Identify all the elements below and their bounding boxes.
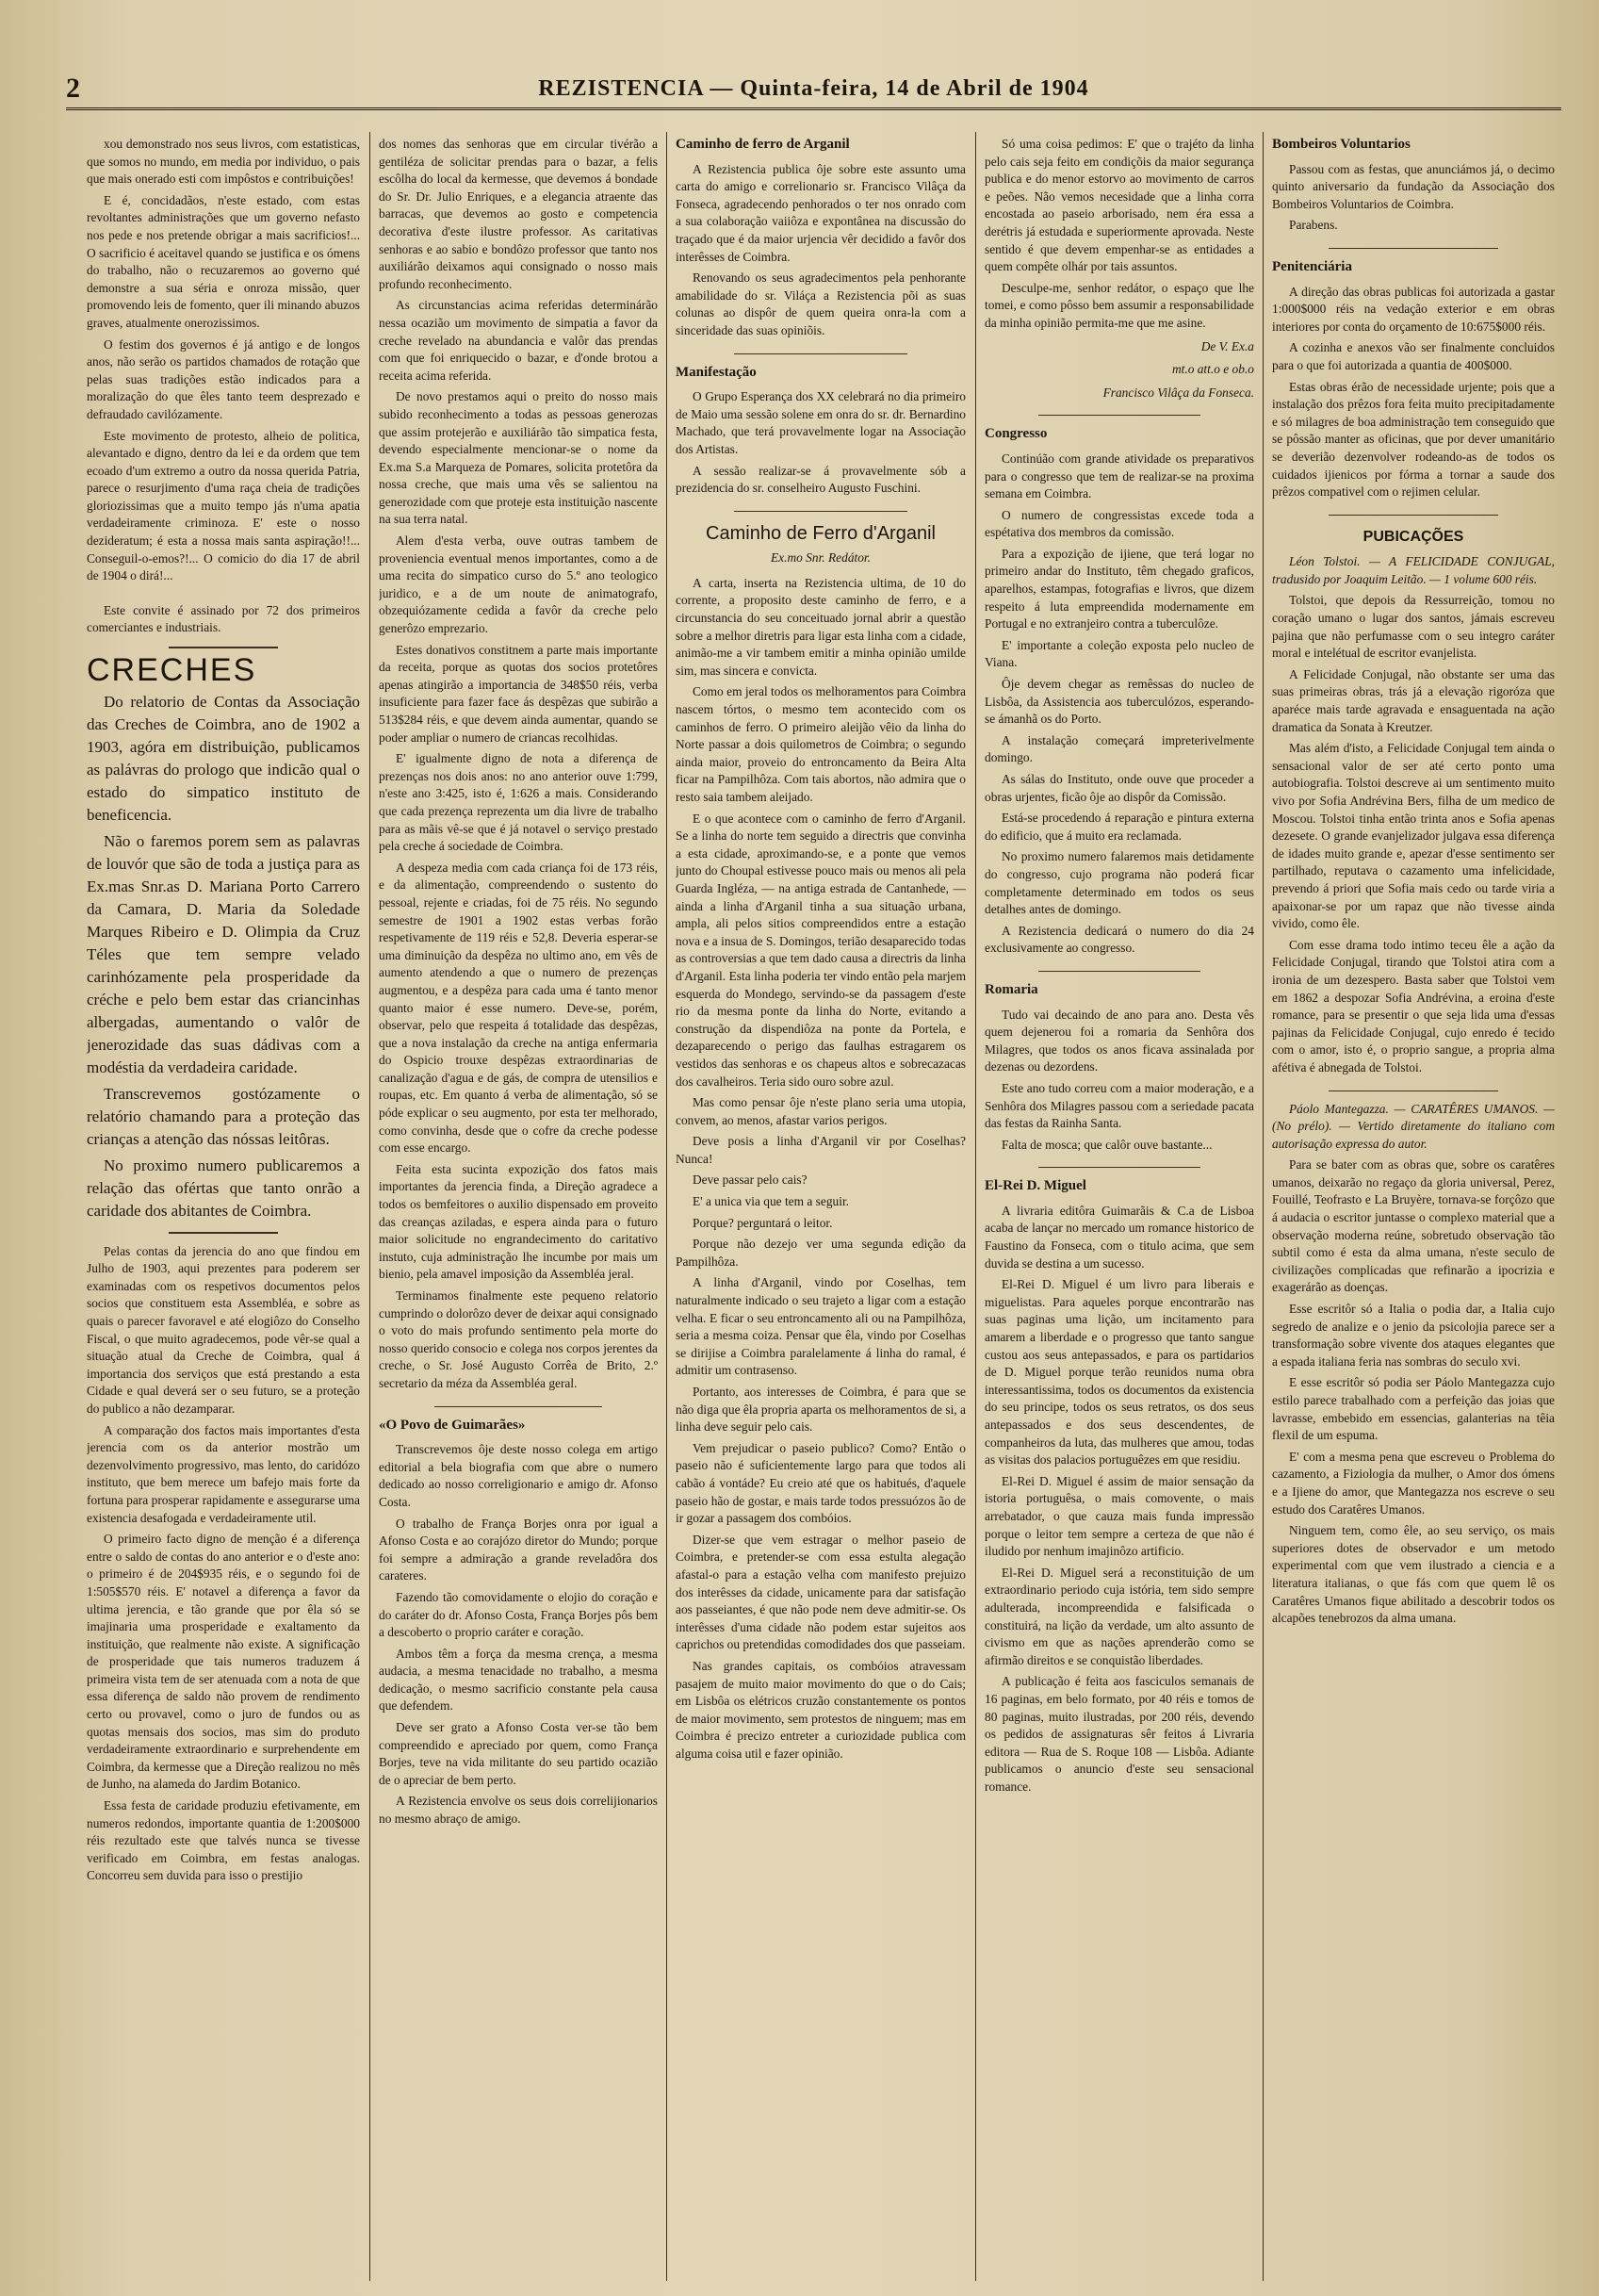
column-rule (975, 132, 976, 2281)
article-paragraph: De novo prestamos aqui o preito do nosso mais subido reconhecimento a todas as pessoas generozas que assim protejerão e auxiliárão tão simpatica festa, devendo especialmente mencionar-se o nome da Ex.ma S.a Marqueza de Pomares, solicita protetôra da nossa creche, que mais uma vês se salientou na generozidade com que proteje esta instituição nascente na sua terra natal. (379, 389, 658, 527)
divider (1038, 415, 1200, 416)
section-title-povo: «O Povo de Guimarães» (379, 1417, 526, 1433)
article-paragraph: A carta, inserta na Rezistencia ultima, de 10 do corrente, a proposito deste caminho de ferro, e a circunstancia do seu conceituado jornal abrir a questão sobre a melhor diretris para ligar esta linha com a cidade, animão-me a vir tambem emitir a minha opinião umilde sim, mas sincera e convicta. (676, 575, 966, 678)
article-paragraph: Portanto, aos interesses de Coimbra, é para que se não diga que êla propria aparta os melhoramentos de si, a linha deve seguir pelo cais. (676, 1385, 966, 1435)
column-1 (87, 136, 360, 2275)
divider (1329, 515, 1498, 516)
section-title-miguel: El-Rei D. Miguel (985, 1178, 1086, 1194)
article-paragraph: A cozinha e anexos vão ser finalmente concluidos para o que foi autorizada a quantia de 400$000. (1272, 340, 1555, 372)
article-paragraph: Tolstoi, que depois da Ressurreição, tomou no coração umano o lugar dos santos, jámais escreveu pajina que não perfumasse com o seu integro caráter moral e intelétual de escritor evanjelista. (1272, 593, 1555, 661)
signature-name: Francisco Vilâça da Fonseca. (1102, 385, 1254, 400)
publication-heading: Páolo Mantegazza. — CARATÊRES UMANOS. — (No prélo). — Vertido diretamente do italiano com autorisação expressa do autor. (1272, 1101, 1555, 1151)
article-paragraph: Porque? perguntará o leitor. (693, 1215, 833, 1230)
article-paragraph: Continúão com grande atividade os preparativos para o congresso que tem de realizar-se na proxima semana em Coimbra. (985, 451, 1254, 501)
section-title-manifestacao: Manifestação (676, 364, 757, 380)
article-paragraph: Transcrevemos ôje deste nosso colega em artigo editorial a bela biografia com que abre o numero dedicado ao nosso correligionario e amigo dr. Afonso Costa. (379, 1442, 658, 1509)
article-paragraph: Deve passar pelo cais? (693, 1173, 808, 1188)
column-2 (379, 136, 658, 2275)
section-title-publicacoes: PUBICAÇÕES (1362, 528, 1464, 545)
article-paragraph: Este ano tudo correu com a maior moderação, e a Senhôra dos Milagres passou com a seriedade pacata das festas da Rainha Santa. (985, 1080, 1254, 1131)
article-paragraph: E' igualmente digno de nota a diferença de prezenças nos dois anos: no ano anterior ouve 1:799, n'este ano 3:425, isto é, 1:626 a mais. Considerando que cada prezença reprezenta um dia livre de trabalho para as mãis vê-se que é já notavel o serviço prestado pela creche á sociedade de Coimbra. (379, 751, 658, 854)
article-paragraph: O festim dos governos é já antigo e de longos anos, não serão os partidos chamados de rotação que pelas suas tradições estão indicados para a moralização do que êles tanto teem desprezado e defraudado cavilózamente. (87, 336, 360, 421)
masthead-title: REZISTENCIA — Quinta-feira, 14 de Abril de 1904 (538, 75, 1089, 101)
article-paragraph: O numero de congressistas excede toda a espétativa dos membros da comissão. (985, 507, 1254, 540)
article-paragraph: Ninguem tem, como êle, ao seu serviço, os mais superiores dotes de observador e um metodo experimental com que vem ilustrado a ciencia e a literatura italianas, o que fás com que quem lê os Caratêres Umanos fique abilitado a descobrir todos os alcapões tenebrozos da alma umana. (1272, 1523, 1555, 1626)
section-title-bombeiros: Bombeiros Voluntarios (1272, 137, 1411, 152)
article-paragraph: Esse escritôr só a Italia o podia dar, a Italia cujo segredo de analize e o jenio da psicolojia parece ser a transformação sobre vivente dos ataques elegantes que a espada italiana feria nas sombras do seculo xvi. (1272, 1302, 1555, 1369)
article-paragraph: Estes donativos constitnem a parte mais importante da receita, porque as quotas dos socios protetôres apenas atingirão a importancia de 348$50 réis, verba insuficiente para fazer face ás despêzas que subirão a 513$284 réis, e que devem ainda aumentar, quando se poder ampliar o numero de criancas recolhidas. (379, 642, 658, 745)
article-paragraph: Terminamos finalmente este pequeno relatorio cumprindo o dolorôzo dever de deixar aqui consignado o voto do mais profundo sentimento pela morte do nosso querido consocio e colega nos corpos jerentes da creche, o Sr. José Augusto Corrêa de Brito, 2.º secretario da méza da Assembléa geral. (379, 1288, 658, 1390)
article-paragraph: A comparação dos factos mais importantes d'esta jerencia com os da anterior mostrão um dezenvolvimento progressivo, mas lento, do caridózo instituto, que bem merece um bafejo mais forte da fortuna para prosperar rapidamente e assegurarse uma existencia desafogada e verdadeiramente util. (87, 1422, 360, 1525)
article-paragraph: Com esse drama todo intimo teceu êle a ação da Felicidade Conjugal, tirando que Tolstoi atira com a ironia de um dezespero. Basta saber que Tolstoi vem em 1862 a despozar Sofia Andrévina, a eroina d'este romance, para se presentir o que seja lida uma d'essas pajinas da Felicidade Conjugal, cujo enredo é tecido com o amor, isto é, o proprio sangue, a propria alma afétiva é abnegada de Tolstoi. (1272, 937, 1555, 1074)
column-rule (1263, 132, 1264, 2281)
article-paragraph: Tudo vai decaindo de ano para ano. Desta vês quem dejenerou foi a romaria da Senhôra dos Milagres, que todos os anos ficava assinalada por dezenas ou dezordens. (985, 1007, 1254, 1074)
article-paragraph: A Rezistencia dedicará o numero do dia 24 exclusivamente ao congresso. (985, 923, 1254, 956)
column-rule (369, 132, 370, 2281)
article-paragraph: O Grupo Esperança dos XX celebrará no dia primeiro de Maio uma sessão solene em onra do sr. dr. Bernardino Machado, que terá provavelmente logar na Associação dos Artistas. (676, 389, 966, 456)
article-paragraph: Este movimento de protesto, alheio de politica, alevantado e digno, dentro da lei e da ordem que tem ecoado d'um extremo a outro da nossa querida Patria, parece o resurjimento d'uma raça cheia de tradições gloriozissimas que a muito tempo jás n'uma apatia verdadeiramente criminoza. E' este o nosso dezideratum; é esta a nossa mais santa aspiração!!... Conseguil-o-emos?!... O comicio do dia 17 de abril de 1904 o dirá!... (87, 428, 360, 583)
divider (734, 511, 908, 512)
article-paragraph: Porque não dezejo ver uma segunda edição da Pampilhôza. (676, 1237, 966, 1269)
page-number: 2 (66, 73, 80, 104)
article-paragraph: Para a expozição de ijiene, que terá logar no primeiro andar do Instituto, têm chegado graficos, aparelhos, estampas, fotografias e livros, que dizem respeito á luta empreendida modernamente em Portugal e no extranjeiro contra a tuberculôze. (985, 546, 1254, 631)
divider (169, 1232, 278, 1234)
article-paragraph: Parabens. (1289, 218, 1338, 233)
article-paragraph: E o que acontece com o caminho de ferro d'Arganil. Se a linha do norte tem seguido a directris que convinha a esta cidade, aproximando-se, e a ponte que vemos junto do Choupal estivesse pouco mais ou menos ali pela Guarda Ingléza, — na antiga estrada de Cantanhede, — ainda a linha d'Arganil tinha a sua situação urbana, ampla, ali pelos sitios compreendidos entre a estação nova e a insua de S. Domingos, terião desaparecido todas as controversias a que tem dado causa a directris da linha d'Arganil. Esta linha poderia ter vindo então pela marjem esquerda do Mondego, servindo-se da passagem d'este rio da mesma ponte da linha do Norte, evitando a construção da dispendiôza na ponte da Portela, e dezaparecendo o perigo das faulhas estragarem os vestidos das senhoras e os chapeus altos e sobrecazacas dos cavalheiros. Teria sido ouro sobre azul. (676, 811, 966, 1089)
article-paragraph: Mas como pensar ôje n'este plano seria uma utopia, convem, ao menos, afastar varios perigos. (676, 1095, 966, 1127)
article-paragraph: E esse escritôr só podia ser Páolo Mantegazza cujo estilo parece trabalhado com a perfeição das joias que lavrasse, embebido em essencias, galanterias na têia flexil de um espuma. (1272, 1375, 1555, 1443)
column-3 (676, 136, 966, 2275)
article-paragraph: Deve ser grato a Afonso Costa ver-se tão bem compreendido e apreciado por quem, como França Borjes, teve na vida militante do seu partido ocazião de o apreciar de bem perto. (379, 1720, 658, 1787)
signature-line: De V. Ex.a (1200, 338, 1254, 353)
article-paragraph: Deve posis a linha d'Arganil vir por Coselhas? Nunca! (676, 1134, 966, 1166)
article-paragraph: As sálas do Instituto, onde ouve que proceder a obras urjentes, ficão ôje ao dispôr da Comissão. (985, 772, 1254, 804)
article-paragraph: E' a unica via que tem a seguir. (693, 1194, 850, 1209)
divider (1038, 1167, 1200, 1168)
article-paragraph: Falta de mosca; que calôr ouve bastante... (1002, 1137, 1213, 1152)
publication-heading: Léon Tolstoi. — A FELICIDADE CONJUGAL, tradusido por Joaquim Leitão. — 1 volume 600 réis. (1272, 554, 1555, 586)
section-title-romaria: Romaria (985, 981, 1038, 997)
column-rule (666, 132, 667, 2281)
article-paragraph: Alem d'esta verba, ouve outras tambem de proveniencia eventual menos importantes, como a de uma recita do simpatico curso do 5.º ano teologico juridico, e a de um noute de animatografo, obzequiózamente cedida a favôr da creche pelo generôzo emprezario. (379, 533, 658, 636)
article-paragraph: Essa festa de caridade produziu efetivamente, em numeros redondos, importante quantia de 1:200$000 réis rezultado este que talvés nunca se tivesse verificado em Coimbra, em festas analogas. Concorreu sem duvida para isso o prestijio (87, 1798, 360, 1883)
letter-salutation: Ex.mo Snr. Redátor. (771, 550, 871, 566)
article-paragraph: Renovando os seus agradecimentos pela penhorante amabilidade do sr. Viláça a Rezistencia põi as suas colunas ao dispôr de quem queira onra-la com a sinceridade das suas opiniõis. (676, 271, 966, 337)
section-title-congresso: Congresso (985, 426, 1048, 442)
article-paragraph: No proximo numero publicaremos a relação das ofértas que tanto onrão a caridade dos abitantes de Coimbra. (87, 1156, 360, 1220)
article-paragraph: Como em jeral todos os melhoramentos para Coimbra nascem tórtos, o mesmo tem acontecido com os caminhos de ferro. O primeiro aleijão vêio da linha do Norte passar a dois quilometros de Coimbra; o segundo ainda maior, proveio do entroncamento da Beira Alta ficar na Pampilhôza. Com tais abortos, não admira que o resto saia tambem aleijado. (676, 684, 966, 804)
article-paragraph: Fazendo tão comovidamente o elojio do coração e do caráter do dr. Afonso Costa, França Borjes pôs bem a descoberto o proprio caráter e coração. (379, 1589, 658, 1640)
article-paragraph: A direção das obras publicas foi autorizada a gastar 1:000$000 réis na vedação exterior e em obras interiores por conta do orçamento de 10:675$000 réis. (1272, 284, 1555, 334)
divider (1038, 971, 1200, 972)
divider (434, 1406, 602, 1407)
signature-line: mt.o att.o e ob.o (1171, 362, 1254, 377)
article-paragraph: A sessão realizar-se á provavelmente sób a prezidencia do sr. conselheiro Augusto Fuschini. (676, 463, 966, 496)
article-paragraph: El-Rei D. Miguel é assim de maior sensação da istoria portuguêsa, o mais comovente, o mais arrebatador, o que cauza mais funda impressão porque o leitor tem sempre a certeza de que não é iludido por nenhum imajinôzo artificio. (985, 1473, 1254, 1559)
article-paragraph: A Felicidade Conjugal, não obstante ser uma das suas primeiras obras, trás já a elevação rigoróza que aparéce mais tarde agravada e ensaguentada na ação dramatica da Sonata à Kreutzer. (1272, 666, 1555, 734)
article-paragraph: El-Rei D. Miguel é um livro para liberais e miguelistas. Para aqueles porque encontrarão nas suas paginas uma lição, um incitamento para amarem a liberdade e o progresso que tanto sangue custou aos seus antepassados, e para os partidarios de D. Miguel porque terão reunidos numa obra interessantissima, todos os documentos da existencia do seu principe, todos os seus retratos, os dos seus antepassados e dos seus descendentes, de companheiros da luta, das mulheres que amou, todas as visitas dos palacios portuguêzes em que residiu. (985, 1277, 1254, 1468)
divider (169, 647, 278, 648)
article-paragraph: A linha d'Arganil, vindo por Coselhas, tem naturalmente indicado o seu trajeto a ligar com a estação velha. E ficar o seu entroncamento ali ou na Pampilhôza, seria a mesma coiza. Pensar que êla, vindo por Coselhas se dirijise a Coimbra paralelamente á linha do ramal, é admitir um contrasenso. (676, 1275, 966, 1378)
article-paragraph: Pelas contas da jerencia do ano que findou em Julho de 1903, aqui prezentes para poderem ser examinadas com os respetivos documentos pelos socios que constituem esta Assembléa, e sobre as quais o parecer favoravel e até elogiôzo do Conselho Fiscal, o que muito agradecemos, pode vêr-se qual a situação atual da Creche de Coimbra, qual á importancia dos serviços que está prestando a esta Cidade e qual deverá ser o seu futuro, se a proteção do publico a não dezamparar. (87, 1243, 360, 1416)
article-paragraph: Dizer-se que vem estragar o melhor paseio de Coimbra, e pretender-se com essa estulta alegação afastal-o para a estação velha com manifesto prejuizo dos interêsses da cidade, unicamente para dar satisfação aos passeiantes, é que não pode nem deve admitir-se. Os interêsses d'uma cidade não podem estar sujeitos aos caprichos ou pretendidas comodidades dos que passeiam. (676, 1532, 966, 1652)
article-paragraph: Ambos têm a força da mesma crença, a mesma audacia, a mesma tenacidade no trabalho, a mesma dedicação, o mesmo sacrificio constante pela causa que defendem. (379, 1646, 658, 1714)
article-paragraph: E' com a mesma pena que escreveu o Problema do cazamento, a Fiziologia da mulher, o Amor dos ómens e a Ijiene do amor, que Mantegazza nos escreve o seu estudo dos Caratêres Umanos. (1272, 1449, 1555, 1517)
article-paragraph: Vem prejudicar o paseio publico? Como? Então o paseio não é suficientemente largo para que todos ali cabão á vontáde? Eu creio até que os habitués, d'aquele paseio hão de gostar, e mais tarde todos pressuózos ão de ir gozar a passagem dos combóios. (676, 1440, 966, 1526)
article-paragraph: Está-se procedendo á reparação e pintura externa do edificio, que á muito era reclamada. (985, 811, 1254, 843)
article-paragraph: Transcrevemos gostózamente o relatório chamando para a proteção das crianças a atenção das nóssas leitôras. (87, 1084, 360, 1148)
article-paragraph: As circunstancias acima referidas determinárão nessa ocazião um movimento de simpatia a favor da creche revelado na abundancia e valôr das prendas com que foi enriquecido o bazar, e d'onde brotou a receita acima referida. (379, 298, 658, 383)
article-paragraph: A Rezistencia publica ôje sobre este assunto uma carta do amigo e correlionario sr. Francisco Vilâça da Fonseca, agradecendo penhorados o ter nos onrado com a sua colaboração vaiiôza e expontânea na discussão do traçado que é da maior urjencia vêr decidido a favôr dos interêsses de Coimbra. (676, 161, 966, 264)
article-paragraph: Para se bater com as obras que, sobre os caratêres umanos, deixarão no regaço da gloria universal, Perez, Fouillé, Teofrasto e La Bruyère, tornava-se forçôzo que á audacia o escritor juntasse o complexo material que a observação moderna reúne, sobretudo observação tão subtil como é esta da alma umana, n'este seculo de civilizações complicadas que refinarão a ipocrizia e exagerárão as doenças. (1272, 1157, 1555, 1295)
article-paragraph: Desculpe-me, senhor redátor, o espaço que lhe tomei, e como pôsso bem assumir a responsabilidade da minha opinião permita-me que me asine. (985, 280, 1254, 330)
page-header (66, 70, 1561, 110)
article-paragraph: O primeiro facto digno de menção é a diferença entre o saldo de contas do ano anterior e o d'este ano: o primeiro é de 204$935 réis, e o segundo foi de 1:505$570 réis. E' notavel a diferença a favor da ultima jerencia, e tão grande que por êla só se imajinaria uma prosperidade e exaltamento da instituição, que realmente não existe. A significação de prosperidade que tais numeros traduzem á primeira vista tem de ser atenuada com a nota de que essa diferença de saldo não provem de rendimento certo ou provavel, como o juro de fundos ou as quotas mensais dos socios, mas sim do produto verdadeiramente extraordinario e surprehendente em Coimbra, da kermesse que a Direção realizou no mês de Junho, na alameda do Jardim Botanico. (87, 1532, 360, 1792)
letter-title: Caminho de Ferro d'Arganil (706, 522, 936, 544)
article-paragraph: Do relatorio de Contas da Associação das Creches de Coimbra, ano de 1902 a 1903, agóra em distribuição, publicamos as palávras do prologo que indicão qual o estado do simpatico instituto de beneficencia. (87, 692, 360, 824)
article-paragraph: A publicação é feita aos fasciculos semanais de 16 paginas, em belo formato, por 40 réis e tomos de 80 paginas, muito ilustradas, por 200 réis, devendo os pedidos de assignaturas sêr feitos á Livraria editora — Rua de S. Roque 108 — Lisbôa. Adiante publicamos o anuncio d'este seu sensacional romance. (985, 1674, 1254, 1794)
article-paragraph: El-Rei D. Miguel será a reconstituição de um extraordinario periodo cuja istória, tem sido sempre adulterada, incompreendida e falsificada o constituirá, na lição da verdade, um alto assunto de civismo em que as nações aprenderão como se afirmão direitos e se conquistão liberdades. (985, 1565, 1254, 1667)
column-5 (1272, 136, 1555, 2275)
article-paragraph: Nas grandes capitais, os combóios atravessam pasajem de muito maior movimento do que o do Cais; em Lisbôa os elétricos cruzão constantemente os pontos de maior movimento, sem protestos de ninguem; mas em Coimbra é precizo entreter a curiozidade publica com alguma coisa util e fazer opinião. (676, 1658, 966, 1761)
article-paragraph: Mas além d'isto, a Felicidade Conjugal tem ainda o sensacional valor de ser até certo ponto uma autobiografia. Tolstoi descreve ai um sentimento muito vivo por Sofia Andrévina Bers, filha de um medico de Moscou. Tolstoi tinha então trinta anos e Sofia apenas dezesete. O grande evanjelizador julgava essa diferença de idades muito grande e, apezar d'esse sentimento ser partilhado, reputava o cazamento uma infelicidade, prevendo á priori que Sofia mais cedo ou tarde viria a apaixonar-se por um rapaz que não tivesse ainda vivido, como êle. (1272, 741, 1555, 931)
article-paragraph: A livraria editôra Guimarãis & C.a de Lisboa acaba de lançar no mercado um romance historico de Faustino da Fonseca, com o titulo acima, que sem duvida se destina a um sucesso. (985, 1203, 1254, 1271)
section-title-arganil: Caminho de ferro de Arganil (676, 137, 850, 152)
article-paragraph: Ôje devem chegar as remêssas do nucleo de Lisbôa, da Assistencia aos tuberculózos, esperando-se ámanhã os do Porto. (985, 677, 1254, 727)
article-paragraph: A instalação começará impreterivelmente domingo. (985, 732, 1254, 765)
article-paragraph: Estas obras érão de necessidade urjente; pois que a instalação dos prêzos fora feita muito precipitadamente e só milagres de boa administração tem conseguido que se pôssão manter as oficinas, que por dever umanitário se deverião dezenvolver rodeando-as de todos os cuidados ijienicos por fórma a tornar a saude dos prêzos compativel com o rejimen celular. (1272, 379, 1555, 500)
article-paragraph: Feita esta sucinta expozição dos fatos mais importantes da jerencia finda, a Direção agradece a todos os bemfeitores o auxilio dispensado em proveito das creanças aziladas, e espera ainda para o futuro maior solicitude no engrandecimento do caritativo instuto, cuja administração lhe incumbe por mais um bienio, pela amavel imposição da Assembléa jeral. (379, 1161, 658, 1282)
column-4 (985, 136, 1254, 2275)
article-paragraph: Não o faremos porem sem as palavras de louvór que são de toda a justiça para as Ex.mas Snr.as D. Mariana Porto Carrero da Camara, D. Maria da Soledade Marques Ribeiro e D. Olimpia da Cruz Téles que tem sempre velado carinhózamente pela prosperidade da créche e pelo bem estar das criancinhas albergadas, aumentando o valôr de jenerozidade das suas dádivas com a modéstia da verdadeira caridade. (87, 831, 360, 1076)
article-paragraph: No proximo numero falaremos mais detidamente do congresso, cujo programa não poderá ficar completamente determinado em todos os seus detalhes antes de domingo. (985, 849, 1254, 917)
article-paragraph: xou demonstrado nos seus livros, com estatisticas, que somos no mundo, em media por individuo, o pais que mais onerado esti com impôstos e contribuições! (87, 137, 360, 187)
divider (1329, 248, 1498, 249)
article-paragraph: E é, concidadãos, n'este estado, com estas revoltantes administrações que um governo nefasto nos pede e nos pretende obrigar a mais sacrificios!... O sacrificio é aceitavel quando se justifica e os ómens do trabalho, não o recuzaremos ao governo qué demonstre a sua séria e onroza missão, quer promovendo leis de fomento, quer ili minando abuzos graves, atualmente onerozissimos. (87, 192, 360, 330)
article-paragraph: dos nomes das senhoras que em circular tivérão a gentiléza de solicitar prendas para o bazar, a felis escôlha do local da kermesse, que devemos á bondade do Sr. Dr. Julio Enriques, e a elegancia atraente das barracas, que devemos ao gosto e competencia decorativa d'este ilustre professor. As caritativas senhoras e ao sabio e bondôzo professor que tanto nos auxiliárão deixamos aqui consignado o nosso mais profundo reconhecimento. (379, 137, 658, 291)
article-paragraph: Só uma coisa pedimos: E' que o trajéto da linha pelo cais seja feito em condiçõis da maior segurança publica e do menor estorvo ao movimento de carros e peões. Não vemos necesidade que a linha corra encostada ao paseio arborisado, nem éra essa a derétris já estudada e superiormente aprovada. Neste sentido é que devem empenhar-se as entidades a quem compête olhár por tais assuntos. (985, 137, 1254, 274)
article-paragraph: Este convite é assinado por 72 dos primeiros comerciantes e industriais. (87, 602, 360, 635)
article-paragraph: A Rezistencia envolve os seus dois correlijionarios no mesmo abraço de amigo. (379, 1794, 658, 1827)
article-paragraph: Passou com as festas, que anunciámos já, o decimo quinto aniversario da fundação da Associação dos Bombeiros Voluntarios de Coimbra. (1272, 161, 1555, 211)
divider (734, 353, 908, 354)
section-title-penitenciaria: Penitenciária (1272, 258, 1352, 274)
article-paragraph: A despeza media com cada criança foi de 173 réis, e da alimentação, compreendendo o sustento do pessoal, rejente e criadas, foi de 75 réis. No segundo semestre de 1901 a 1902 estas verbas forão respetivamente de 119 réis e 52,8. Deveria esperar-se uma diminuição da despêza no ultimo ano, em vês de aumento atendendo a que o numero de prezenças augmentou, e a despêza para cada uma é tanto menor quanto maior é esse numero. Deve-se, porém, observar, pelo que respeita á totalidade das despêzas, que a nova instalação da creche na antiga enfermaria do Ospicio trouxe despêzas extraordinarias de canalização d'agua e de gás, de compra de utensilios e roupas, etc. Em quanto á verba de alimentação, só se póde explicar o seu augmento, por esta ter melhorado, como convinha, desde que o cofre da creche podesse com esse encargo. (379, 860, 658, 1156)
section-title-creches: CRECHES (87, 652, 257, 689)
article-paragraph: E' importante a coleção exposta pelo nucleo de Viana. (985, 637, 1254, 670)
article-paragraph: O trabalho de França Borjes onra por igual a Afonso Costa e ao corajózo diretor do Mundo; porque foi sempre a admiração a grande reveladôra dos carateres. (379, 1516, 658, 1583)
